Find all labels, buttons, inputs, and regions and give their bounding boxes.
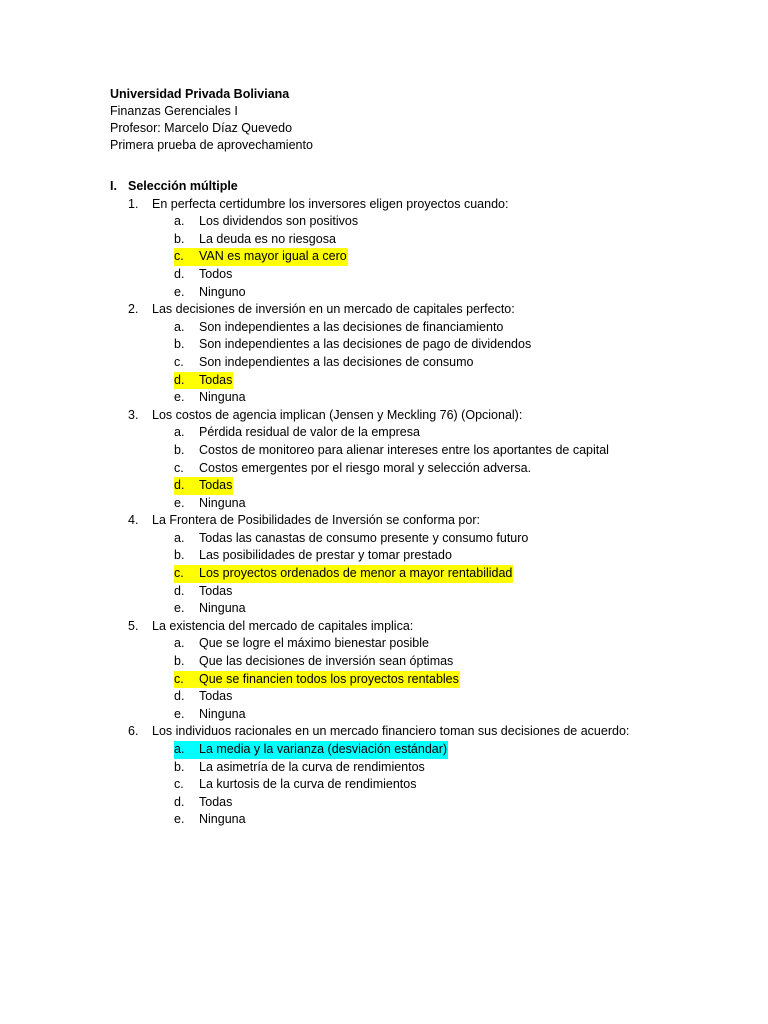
option-5-d xyxy=(174,688,750,706)
option-2-c xyxy=(174,354,750,372)
option-6-c xyxy=(174,776,750,794)
option-letter: d. xyxy=(174,477,198,495)
option-letter: a. xyxy=(174,636,185,651)
option-letter: e. xyxy=(174,495,185,510)
option-3-c xyxy=(174,460,750,478)
option-5-c xyxy=(174,671,750,689)
question-4 xyxy=(128,512,750,530)
option-text: VAN es mayor igual a cero xyxy=(198,248,348,266)
question-text: Los individuos racionales en un mercado financiero toman sus decisiones de acuerdo: xyxy=(152,724,630,739)
question-text: En perfecta certidumbre los inversores eligen proyectos cuando: xyxy=(152,196,509,211)
option-6-b xyxy=(174,759,750,777)
option-1-c xyxy=(174,248,750,266)
option-letter: d. xyxy=(174,372,198,390)
option-text: Ninguna xyxy=(199,390,246,405)
question-text: La existencia del mercado de capitales implica: xyxy=(152,618,414,633)
option-text: Son independientes a las decisiones de consumo xyxy=(199,354,474,369)
option-text: Ninguno xyxy=(199,284,246,299)
option-3-d xyxy=(174,477,750,495)
option-letter: e. xyxy=(174,706,185,721)
section-title-text: Selección múltiple xyxy=(128,179,238,193)
option-text: Son independientes a las decisiones de financiamiento xyxy=(199,319,504,334)
option-text: Las posibilidades de prestar y tomar prestado xyxy=(199,548,452,563)
option-text: Todas xyxy=(198,372,233,390)
section-number: I. xyxy=(110,179,117,193)
option-letter: b. xyxy=(174,654,185,669)
option-text: Todas xyxy=(199,689,233,704)
exam-title: Primera prueba de aprovechamiento xyxy=(110,138,313,152)
option-text: La kurtosis de la curva de rendimientos xyxy=(199,777,417,792)
multiple-choice-section xyxy=(110,178,750,829)
option-text: Ninguna xyxy=(199,601,246,616)
professor-name: Profesor: Marcelo Díaz Quevedo xyxy=(110,121,293,135)
option-text: Todas las canastas de consumo presente y consumo futuro xyxy=(199,530,529,545)
option-letter: c. xyxy=(174,354,184,369)
option-text: Que se logre el máximo bienestar posible xyxy=(199,636,429,651)
option-5-e xyxy=(174,706,750,724)
option-text: Costos de monitoreo para alienar intereses entre los aportantes de capital xyxy=(199,442,609,457)
option-6-d xyxy=(174,794,750,812)
option-2-d xyxy=(174,372,750,390)
option-letter: b. xyxy=(174,337,185,352)
option-6-a xyxy=(174,741,750,759)
option-5-b xyxy=(174,653,750,671)
question-text: Los costos de agencia implican (Jensen y Meckling 76) (Opcional): xyxy=(152,407,523,422)
option-letter: e. xyxy=(174,284,185,299)
question-number: 5. xyxy=(128,618,139,633)
option-letter: a. xyxy=(174,741,198,759)
option-text: Todas xyxy=(199,794,233,809)
option-letter: c. xyxy=(174,460,184,475)
option-text: Costos emergentes por el riesgo moral y selección adversa. xyxy=(199,460,532,475)
option-1-a xyxy=(174,213,750,231)
option-letter: a. xyxy=(174,319,185,334)
option-letter: c. xyxy=(174,671,198,689)
question-number: 3. xyxy=(128,407,139,422)
document-header xyxy=(110,86,313,154)
option-letter: e. xyxy=(174,812,185,827)
option-text: La asimetría de la curva de rendimientos xyxy=(199,759,425,774)
option-letter: c. xyxy=(174,248,198,266)
option-4-b xyxy=(174,547,750,565)
option-text: Los proyectos ordenados de menor a mayor rentabilidad xyxy=(198,565,513,583)
option-text: Que se financien todos los proyectos rentables xyxy=(198,671,460,689)
question-number: 2. xyxy=(128,302,139,317)
section-title xyxy=(110,178,750,196)
question-1 xyxy=(128,196,750,214)
option-letter: a. xyxy=(174,214,185,229)
option-3-e xyxy=(174,495,750,513)
option-letter: d. xyxy=(174,266,185,281)
option-letter: e. xyxy=(174,390,185,405)
question-text: Las decisiones de inversión en un mercado de capitales perfecto: xyxy=(152,302,515,317)
option-letter: e. xyxy=(174,601,185,616)
question-3 xyxy=(128,407,750,425)
university-name: Universidad Privada Boliviana xyxy=(110,87,290,101)
question-number: 1. xyxy=(128,196,139,211)
option-text: Todos xyxy=(199,266,233,281)
question-5 xyxy=(128,618,750,636)
option-1-b xyxy=(174,231,750,249)
option-letter: c. xyxy=(174,565,198,583)
option-3-b xyxy=(174,442,750,460)
option-2-e xyxy=(174,389,750,407)
option-text: Todas xyxy=(198,477,233,495)
course-name: Finanzas Gerenciales I xyxy=(110,104,238,118)
option-text: Todas xyxy=(199,583,233,598)
option-4-c xyxy=(174,565,750,583)
option-text: Los dividendos son positivos xyxy=(199,214,359,229)
option-4-e xyxy=(174,600,750,618)
option-letter: d. xyxy=(174,794,185,809)
option-text: Pérdida residual de valor de la empresa xyxy=(199,425,420,440)
option-letter: a. xyxy=(174,530,185,545)
option-letter: b. xyxy=(174,442,185,457)
option-text: Que las decisiones de inversión sean óptimas xyxy=(199,654,454,669)
question-number: 6. xyxy=(128,724,139,739)
option-letter: b. xyxy=(174,759,185,774)
option-2-b xyxy=(174,336,750,354)
option-text: Son independientes a las decisiones de pago de dividendos xyxy=(199,337,532,352)
option-letter: c. xyxy=(174,777,184,792)
option-text: Ninguna xyxy=(199,706,246,721)
question-text: La Frontera de Posibilidades de Inversión se conforma por: xyxy=(152,513,480,528)
option-6-e xyxy=(174,811,750,829)
option-letter: d. xyxy=(174,583,185,598)
option-4-a xyxy=(174,530,750,548)
option-text: La media y la varianza (desviación estándar) xyxy=(198,741,448,759)
option-letter: a. xyxy=(174,425,185,440)
option-text: Ninguna xyxy=(199,812,246,827)
option-letter: b. xyxy=(174,548,185,563)
option-text: La deuda es no riesgosa xyxy=(199,231,336,246)
option-1-d xyxy=(174,266,750,284)
question-6 xyxy=(128,723,750,741)
question-list xyxy=(110,196,750,829)
option-2-a xyxy=(174,319,750,337)
option-3-a xyxy=(174,424,750,442)
option-letter: d. xyxy=(174,689,185,704)
question-2 xyxy=(128,301,750,319)
question-number: 4. xyxy=(128,513,139,528)
option-5-a xyxy=(174,635,750,653)
option-1-e xyxy=(174,284,750,302)
option-4-d xyxy=(174,583,750,601)
option-letter: b. xyxy=(174,231,185,246)
option-text: Ninguna xyxy=(199,495,246,510)
